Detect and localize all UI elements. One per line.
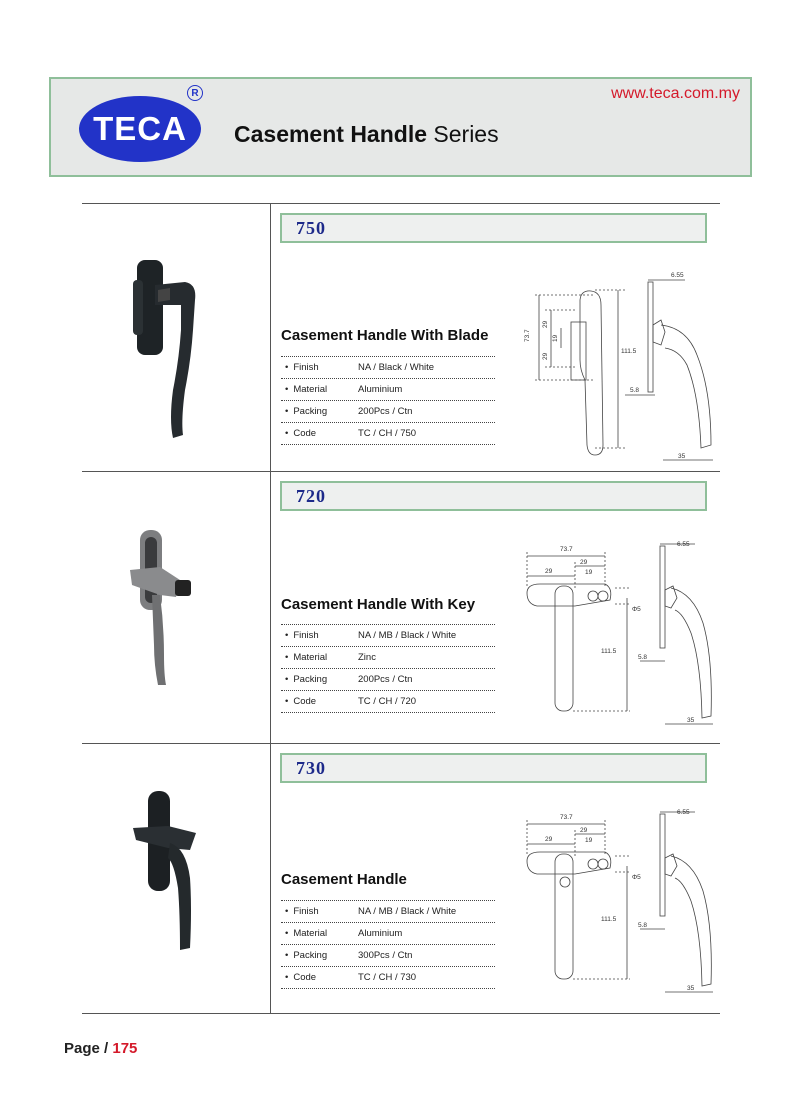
spec-row <box>281 422 495 445</box>
dim-19: 19 <box>585 569 593 576</box>
spec-value: Aluminium <box>358 384 403 395</box>
spec-value: Aluminium <box>358 928 403 939</box>
spec-value: TC / CH / 730 <box>358 972 417 983</box>
spec-row <box>281 646 495 668</box>
dim-111-5: 111.5 <box>621 348 637 355</box>
divider-1 <box>82 471 720 472</box>
product-code-720: 720 <box>280 481 707 511</box>
page-label: Page / <box>64 1040 113 1057</box>
dim-phi5: Φ5 <box>632 606 641 613</box>
handle-720-photo <box>120 525 215 690</box>
divider-2 <box>82 743 720 744</box>
header-banner <box>49 77 752 177</box>
dim-5-8: 5.8 <box>638 654 648 661</box>
spec-label: • Code <box>281 972 358 983</box>
dim-73-7: 73.7 <box>560 546 573 553</box>
registered-mark: R <box>187 85 203 101</box>
spec-value: Zinc <box>358 652 376 663</box>
spec-value: TC / CH / 720 <box>358 696 417 707</box>
dim-111-5: 111.5 <box>601 916 617 923</box>
dim-5-8: 5.8 <box>630 387 640 394</box>
dim-29b: 29 <box>580 559 588 566</box>
column-divider <box>270 203 271 1013</box>
spec-row <box>281 944 495 966</box>
dim-29a: 29 <box>545 568 553 575</box>
spec-value: NA / Black / White <box>358 362 435 373</box>
drawing-750 <box>515 270 725 465</box>
spec-row <box>281 668 495 690</box>
drawing-720 <box>515 538 725 733</box>
spec-row <box>281 400 495 422</box>
spec-row <box>281 624 495 646</box>
spec-value: TC / CH / 750 <box>358 428 417 439</box>
logo-text: TECA <box>93 110 187 147</box>
dim-35: 35 <box>678 453 686 460</box>
divider-top <box>82 203 720 204</box>
drawing-730 <box>515 806 725 1001</box>
spec-label: • Packing <box>281 950 358 961</box>
spec-label: • Code <box>281 428 358 439</box>
dim-29b: 29 <box>580 827 588 834</box>
dim-111-5: 111.5 <box>601 648 617 655</box>
spec-label: • Packing <box>281 406 358 417</box>
spec-label: • Material <box>281 384 358 395</box>
dim-6-55: 6.55 <box>677 541 690 548</box>
product-code-730: 730 <box>280 753 707 783</box>
spec-value: NA / MB / Black / White <box>358 906 457 917</box>
dim-73-7: 73.7 <box>524 329 531 342</box>
dim-35: 35 <box>687 985 695 992</box>
teca-logo <box>79 96 201 162</box>
dim-73-7: 73.7 <box>560 814 573 821</box>
product-name-730: Casement Handle <box>281 871 407 888</box>
title-rest: Series <box>427 121 499 147</box>
page-number-value: 175 <box>112 1040 138 1057</box>
spec-label: • Material <box>281 652 358 663</box>
product-name-750: Casement Handle With Blade <box>281 327 489 344</box>
page-number <box>64 1040 137 1057</box>
spec-row <box>281 966 495 989</box>
spec-row <box>281 356 495 378</box>
spec-label: • Finish <box>281 630 358 641</box>
spec-row <box>281 900 495 922</box>
spec-label: • Code <box>281 696 358 707</box>
handle-730-photo <box>128 788 218 958</box>
spec-row <box>281 922 495 944</box>
dim-phi5: Φ5 <box>632 874 641 881</box>
dim-35: 35 <box>687 717 695 724</box>
spec-value: 200Pcs / Ctn <box>358 674 413 685</box>
spec-value: 300Pcs / Ctn <box>358 950 413 961</box>
page-title <box>234 121 499 148</box>
dim-6-55: 6.55 <box>671 272 684 279</box>
spec-label: • Finish <box>281 906 358 917</box>
title-bold: Casement Handle <box>234 121 428 147</box>
spec-label: • Finish <box>281 362 358 373</box>
spec-value: NA / MB / Black / White <box>358 630 457 641</box>
dim-5-8: 5.8 <box>638 922 648 929</box>
handle-750-photo <box>125 250 215 445</box>
spec-value: 200Pcs / Ctn <box>358 406 413 417</box>
dim-29b: 29 <box>542 352 549 360</box>
spec-label: • Packing <box>281 674 358 685</box>
spec-table-730 <box>281 900 495 989</box>
product-name-720: Casement Handle With Key <box>281 596 476 613</box>
spec-table-720 <box>281 624 495 713</box>
dim-29a: 29 <box>545 836 553 843</box>
spec-table-750 <box>281 356 495 445</box>
dim-19: 19 <box>585 837 593 844</box>
spec-row <box>281 378 495 400</box>
website-url[interactable]: www.teca.com.my <box>611 85 740 102</box>
spec-label: • Material <box>281 928 358 939</box>
divider-bottom <box>82 1013 720 1014</box>
dim-29a: 29 <box>542 320 549 328</box>
spec-row <box>281 690 495 713</box>
product-code-750: 750 <box>280 213 707 243</box>
dim-6-55: 6.55 <box>677 809 690 816</box>
dim-19: 19 <box>552 334 559 342</box>
